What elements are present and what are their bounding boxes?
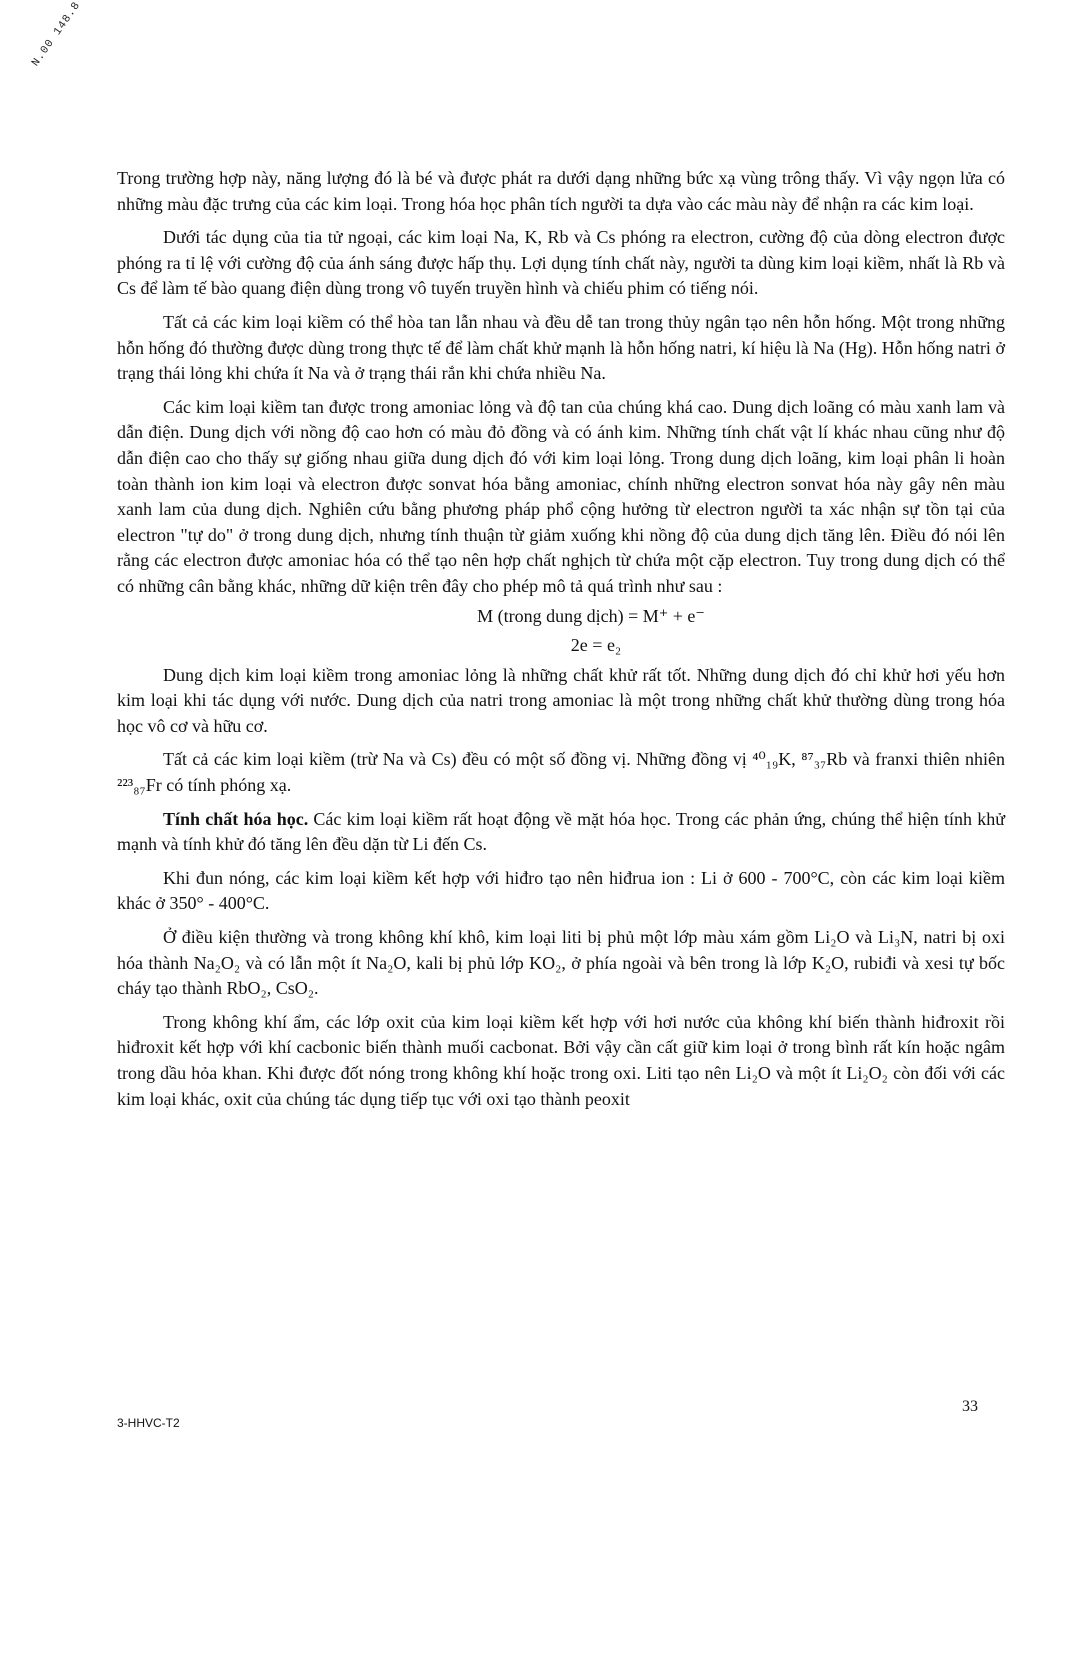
- library-stamp: N.00 148.8: [30, 0, 84, 69]
- paragraph: Trong không khí ẩm, các lớp oxit của kim loại kiềm kết hợp với hơi nước của không khí biến thành hiđroxit rồi hiđroxit kết hợp với khí cacbonic biến thành muối cacbonat. Bởi vậy cần cất giữ kim loại ở trong bình rất kín hoặc ngâm trong dầu hỏa khan. Khi được đốt nóng trong không khí hoặc trong oxi. Liti tạo nên Li₂O và một ít Li₂O₂ còn đối với các kim loại khác, oxit của chúng tác dụng tiếp tục với oxi tạo thành peoxit: [117, 1011, 1005, 1109]
- page-number: 33: [962, 1398, 978, 1415]
- document-body: [117, 166, 1005, 1120]
- paragraph: Tất cả các kim loại kiềm có thể hòa tan lẫn nhau và đều dễ tan trong thủy ngân tạo nên hỗn hống. Một trong những hỗn hống đó thường được dùng trong thực tế để làm chất khử mạnh là hỗn hống natri, kí hiệu là Na (Hg). Hỗn hống natri ở trạng thái lỏng khi chứa ít Na và ở trạng thái rắn khi chứa nhiều Na.: [117, 311, 1005, 384]
- paragraph: Ở điều kiện thường và trong không khí khô, kim loại liti bị phủ một lớp màu xám gồm Li₂O và Li₃N, natri bị oxi hóa thành Na₂O₂ và có lẫn một ít Na₂O, kali bị phủ lớp KO₂, ở phía ngoài và bên trong là lớp K₂O, rubiđi và xesi tự bốc cháy tạo thành RbO₂, CsO₂.: [117, 927, 1005, 999]
- paragraph-chemical-properties: [117, 807, 1005, 858]
- equation: M (trong dung dịch) = M⁺ + e⁻: [477, 605, 705, 626]
- paragraph: Dưới tác dụng của tia tử ngoại, các kim loại Na, K, Rb và Cs phóng ra electron, cường độ của dòng electron được phóng ra tỉ lệ với cường độ của ánh sáng được hấp thụ. Lợi dụng tính chất này, người ta dùng kim loại kiềm, nhất là Rb và Cs để làm tế bào quang điện dùng trong vô tuyến truyền hình và chiếu phim có tiếng nói.: [117, 227, 1005, 299]
- footer-code: 3-HHVC-T2: [117, 1416, 180, 1430]
- paragraph: Dung dịch kim loại kiềm trong amoniac lỏng là những chất khử rất tốt. Những dung dịch đó chỉ khử hơi yếu hơn kim loại khi tác dụng với nước. Dung dịch của natri trong amoniac là một trong những chất khử thường dùng trong hóa học vô cơ và hữu cơ.: [117, 664, 1005, 736]
- paragraph: Khi đun nóng, các kim loại kiềm kết hợp với hiđro tạo nên hiđrua ion : Li ở 600 - 700°C, còn các kim loại kiềm khác ở 350° - 400°C.: [117, 867, 1005, 914]
- paragraph: Các kim loại kiềm tan được trong amoniac lỏng và độ tan của chúng khá cao. Dung dịch loãng có màu xanh lam và dẫn điện. Dung dịch với nồng độ cao hơn có màu đỏ đồng và có ánh kim. Những tính chất vật lí khác nhau cũng như độ dẫn điện cao cho thấy sự giống nhau giữa dung dịch đó với kim loại lỏng. Trong dung dịch loãng, kim loại phân li hoàn toàn thành ion kim loại và electron được sonvat hóa bằng amoniac, chính những electron sonvat hóa này gây nên màu xanh lam của dung dịch. Nghiên cứu bằng phương pháp phổ cộng hưởng từ electron người ta xác nhận sự tồn tại của electron "tự do" ở trong dung dịch, nhưng tính thuận từ giảm xuống khi nồng độ của dung dịch tăng lên. Điều đó nói lên rằng các electron được amoniac hóa có thể tạo nên hợp chất nghịch từ chứa một cặp electron. Tuy trong dung dịch có thể có những cân bằng khác, những dữ kiện trên đây cho phép mô tả quá trình như sau :: [117, 396, 1005, 596]
- equation: 2e = e₂: [570, 635, 622, 656]
- section-heading: Tính chất hóa học.: [163, 808, 309, 829]
- paragraph: Trong trường hợp này, năng lượng đó là bé và được phát ra dưới dạng những bức xạ vùng trông thấy. Vì vậy ngọn lửa có những màu đặc trưng của các kim loại. Trong hóa học phân tích người ta dựa vào các màu này để nhận ra các kim loại.: [117, 168, 1005, 214]
- paragraph-text: Các kim loại kiềm rất hoạt động về mặt hóa học. Trong các phản ứng, chúng thể hiện tính khử mạnh và tính khử đó tăng lên đều dặn từ Li đến Cs.: [117, 808, 1005, 855]
- paragraph: Tất cả các kim loại kiềm (trừ Na và Cs) đều có một số đồng vị. Những đồng vị ⁴⁰₁₉K, ⁸⁷₃₇Rb và franxi thiên nhiên ²²³₈₇Fr có tính phóng xạ.: [117, 749, 1005, 796]
